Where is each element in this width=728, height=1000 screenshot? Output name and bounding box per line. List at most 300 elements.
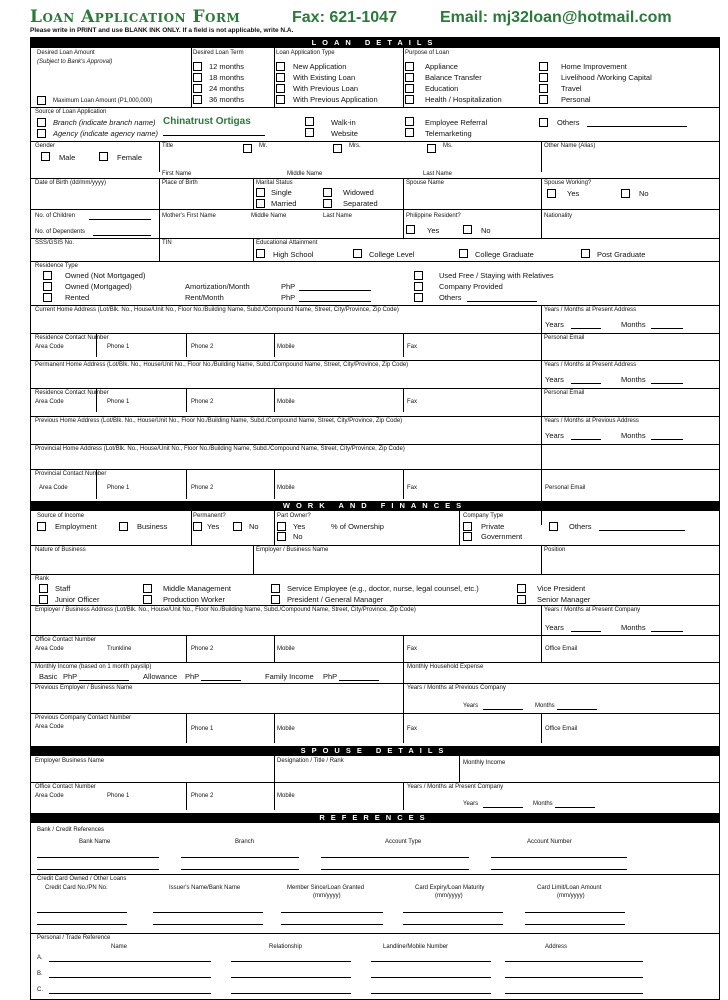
fill-in-line[interactable] xyxy=(491,869,627,870)
edu-highschool-label: High School xyxy=(273,250,314,259)
divider-line xyxy=(31,635,719,636)
fill-in-line[interactable] xyxy=(651,439,683,440)
max-amount-checkbox[interactable] xyxy=(37,96,46,105)
months-label-4: Months xyxy=(621,623,646,632)
fill-in-line[interactable] xyxy=(281,924,383,925)
fill-in-line[interactable] xyxy=(571,328,601,329)
res-company-checkbox[interactable] xyxy=(414,282,423,291)
fill-in-line[interactable] xyxy=(49,961,211,962)
rank-middle-label: Middle Management xyxy=(163,584,231,593)
fill-in-line[interactable] xyxy=(321,869,469,870)
years-present-label-2: Years / Months at Present Address xyxy=(544,362,637,368)
personal-email-label-3: Personal Email xyxy=(545,485,586,491)
rent-php-label: PhP xyxy=(281,293,296,302)
branch-name-value[interactable]: Chinatrust Ortigas xyxy=(163,116,251,127)
divider-line xyxy=(274,388,275,412)
sss-label: SSS/GSIS No. xyxy=(35,240,75,246)
edu-post-grad-label: Post Graduate xyxy=(597,250,646,259)
resident-yes-checkbox[interactable] xyxy=(406,225,415,234)
spouse-designation-label: Designation / Title / Rank xyxy=(277,758,344,764)
ref-phone-col: Landline/Mobile Number xyxy=(383,944,449,950)
personal-email-label-1: Personal Email xyxy=(544,335,585,341)
divider-line xyxy=(186,713,187,743)
fill-in-line[interactable] xyxy=(49,977,211,978)
divider-line xyxy=(191,511,192,545)
fill-in-line[interactable] xyxy=(599,530,685,531)
permanent-label: Permanent? xyxy=(193,513,226,519)
fill-in-line[interactable] xyxy=(525,924,625,925)
title-ms-checkbox[interactable] xyxy=(427,144,436,153)
divider-line xyxy=(159,178,160,209)
part-owner-label: Part Owner? xyxy=(277,513,311,519)
mother-name-label: Mother's First Name xyxy=(162,213,216,219)
fill-in-line[interactable] xyxy=(371,993,491,994)
family-php-label: PhP xyxy=(323,672,338,681)
rent-label: Rent/Month xyxy=(185,293,224,302)
type-previous-app-label: With Previous Application xyxy=(293,95,378,104)
type-new-label: New Application xyxy=(293,62,347,71)
divider-line xyxy=(274,782,275,810)
rank-senior-checkbox[interactable] xyxy=(517,595,526,604)
purpose-home-label: Home Improvement xyxy=(561,62,627,71)
dob-label: Date of Birth (dd/mm/yyyy) xyxy=(35,180,107,186)
divider-line xyxy=(403,782,404,810)
title-mr-checkbox[interactable] xyxy=(243,144,252,153)
ref-relationship-col: Relationship xyxy=(269,944,303,950)
fill-in-line[interactable] xyxy=(231,993,351,994)
purpose-home-checkbox[interactable] xyxy=(539,62,548,71)
permanent-yes-label: Yes xyxy=(207,522,220,531)
dependents-label: No. of Dependents xyxy=(35,229,86,235)
type-previous-loan-checkbox[interactable] xyxy=(276,84,285,93)
rank-staff-checkbox[interactable] xyxy=(39,584,48,593)
purpose-appliance-checkbox[interactable] xyxy=(405,62,414,71)
title-mrs-label: Mrs. xyxy=(349,143,361,149)
purpose-travel-checkbox[interactable] xyxy=(539,84,548,93)
divider-line xyxy=(31,360,719,361)
months-label-3: Months xyxy=(621,431,646,440)
type-existing-checkbox[interactable] xyxy=(276,73,285,82)
rank-middle-checkbox[interactable] xyxy=(143,584,152,593)
member-since-col: Member Since/Loan Granted xyxy=(287,885,365,891)
owner-yes-label: Yes xyxy=(293,522,306,531)
fill-in-line[interactable] xyxy=(483,807,523,808)
last-name-label: Last Name xyxy=(423,171,453,177)
ref-row-c: C. xyxy=(37,987,43,993)
mobile-label-3: Mobile xyxy=(277,485,295,491)
res-used-free-label: Used Free / Staying with Relatives xyxy=(439,271,554,280)
purpose-education-checkbox[interactable] xyxy=(405,84,414,93)
company-others-checkbox[interactable] xyxy=(549,522,558,531)
divider-line xyxy=(274,469,275,499)
term-12-label: 12 months xyxy=(209,62,245,71)
phone1-label-1: Phone 1 xyxy=(107,344,130,350)
divider-line xyxy=(186,635,187,662)
marital-label: Marital Status xyxy=(256,180,293,186)
purpose-livelihood-checkbox[interactable] xyxy=(539,73,548,82)
spouse-employer-label: Employer Business Name xyxy=(35,758,105,764)
ref-row-b: B. xyxy=(37,971,43,977)
spouse-working-yes-checkbox[interactable] xyxy=(547,189,556,198)
other-name-label: Other Name (Alias) xyxy=(544,143,596,149)
fill-in-line[interactable] xyxy=(467,301,537,302)
monthly-income-label: Monthly Income (based on 1 month payslip) xyxy=(35,664,152,670)
mobile-label-2: Mobile xyxy=(277,399,295,405)
fill-in-line[interactable] xyxy=(571,383,601,384)
spouse-office-contact-label: Office Contact Number xyxy=(35,784,96,790)
rank-senior-label: Senior Manager xyxy=(537,595,591,604)
permanent-no-checkbox[interactable] xyxy=(233,522,242,531)
source-others-checkbox[interactable] xyxy=(539,118,548,127)
fill-in-line[interactable] xyxy=(587,126,687,127)
source-website-checkbox[interactable] xyxy=(305,128,314,137)
source-income-label: Source of Income xyxy=(37,513,85,519)
resident-no-checkbox[interactable] xyxy=(463,225,472,234)
source-agency-checkbox[interactable] xyxy=(37,129,46,138)
owner-yes-checkbox[interactable] xyxy=(277,522,286,531)
nationality-label: Nationality xyxy=(544,213,573,219)
edu-post-grad-checkbox[interactable] xyxy=(581,249,590,258)
card-limit-format: (mm/yyyy) xyxy=(557,893,585,899)
divider-line xyxy=(31,261,719,262)
prev-employer-label: Previous Employer / Business Name xyxy=(35,685,133,691)
owner-no-label: No xyxy=(293,532,303,541)
cc-label: Credit Card Owned / Other Loans xyxy=(37,876,127,882)
source-referral-checkbox[interactable] xyxy=(405,117,414,126)
fill-in-line[interactable] xyxy=(181,857,299,858)
purpose-balance-checkbox[interactable] xyxy=(405,73,414,82)
fill-in-line[interactable] xyxy=(231,961,351,962)
fill-in-line[interactable] xyxy=(93,235,151,236)
resident-yes-label: Yes xyxy=(427,226,440,235)
fill-in-line[interactable] xyxy=(37,912,127,913)
rank-label: Rank xyxy=(35,576,50,582)
fax-label-3: Fax xyxy=(407,485,418,491)
rank-president-checkbox[interactable] xyxy=(271,595,280,604)
res-contact-label: Residence Contact Number xyxy=(35,335,109,341)
source-branch-checkbox[interactable] xyxy=(37,118,46,127)
marital-separated-checkbox[interactable] xyxy=(323,199,332,208)
tin-label: TIN xyxy=(162,240,172,246)
prov-contact-label: Provincial Contact Number xyxy=(35,471,107,477)
desired-amount-label: Desired Loan Amount xyxy=(37,50,95,56)
marital-widowed-checkbox[interactable] xyxy=(323,188,332,197)
divider-line xyxy=(31,874,719,875)
divider-line xyxy=(253,178,254,209)
purpose-health-checkbox[interactable] xyxy=(405,95,414,104)
branch-col: Branch xyxy=(235,839,255,845)
fill-in-line[interactable] xyxy=(371,961,491,962)
fill-in-line[interactable] xyxy=(557,709,597,710)
divider-line xyxy=(541,178,542,238)
form-frame xyxy=(30,37,720,1000)
provincial-address-label: Provincial Home Address (Lot/Blk. No., House/Unit No., Floor No./Building Name, Subd./Compound Name, Street, City/Province, Zip Code) xyxy=(35,446,405,452)
term-18-checkbox[interactable] xyxy=(193,73,202,82)
phone1-label-2: Phone 1 xyxy=(107,399,130,405)
owner-no-checkbox[interactable] xyxy=(277,532,286,541)
member-since-format: (mm/yyyy) xyxy=(313,893,341,899)
mother-last-label: Last Name xyxy=(323,213,353,219)
type-new-checkbox[interactable] xyxy=(276,62,285,71)
fill-in-line[interactable] xyxy=(181,869,299,870)
resident-no-label: No xyxy=(481,226,491,235)
phone1-label-5: Phone 1 xyxy=(191,726,214,732)
fill-in-line[interactable] xyxy=(525,912,625,913)
fill-in-line[interactable] xyxy=(299,301,371,302)
divider-line xyxy=(31,333,719,334)
fill-in-line[interactable] xyxy=(299,290,371,291)
subject-approval-label: (Subject to Bank's Approval) xyxy=(37,59,113,65)
fill-in-line[interactable] xyxy=(321,857,469,858)
divider-line xyxy=(403,178,404,238)
divider-line xyxy=(31,545,719,546)
loan-type-label: Loan Application Type xyxy=(276,50,335,56)
fill-in-line[interactable] xyxy=(153,924,263,925)
children-label: No. of Children xyxy=(35,213,76,219)
divider-line xyxy=(403,48,404,107)
office-email-label-2: Office Email xyxy=(545,726,578,732)
fill-in-line[interactable] xyxy=(89,219,151,220)
section-references: REFERENCES xyxy=(31,813,719,823)
divider-line xyxy=(31,933,719,934)
source-referral-label: Employee Referral xyxy=(425,118,488,127)
divider-line xyxy=(191,48,192,107)
divider-line xyxy=(31,683,719,684)
res-company-label: Company Provided xyxy=(439,282,503,291)
fill-in-line[interactable] xyxy=(505,993,643,994)
source-label: Source of Loan Application xyxy=(35,109,107,115)
phone2-label-6: Phone 2 xyxy=(191,793,214,799)
prev-contact-label: Previous Company Contact Number xyxy=(35,715,132,721)
fill-in-line[interactable] xyxy=(491,857,627,858)
section-spouse: SPOUSE DETAILS xyxy=(31,746,719,756)
divider-line xyxy=(31,141,719,142)
marital-married-label: Married xyxy=(271,199,297,208)
loan-term-label: Desired Loan Term xyxy=(193,50,244,56)
divider-line xyxy=(403,683,404,713)
rank-vp-checkbox[interactable] xyxy=(517,584,526,593)
fill-in-line[interactable] xyxy=(371,977,491,978)
nature-business-label: Nature of Business xyxy=(35,547,86,553)
divider-line xyxy=(253,238,254,261)
fill-in-line[interactable] xyxy=(403,924,503,925)
divider-line xyxy=(31,416,719,417)
divider-line xyxy=(403,388,404,412)
spouse-working-no-checkbox[interactable] xyxy=(621,189,630,198)
rank-junior-label: Junior Officer xyxy=(55,595,100,604)
divider-line xyxy=(541,545,542,574)
fill-in-line[interactable] xyxy=(505,961,643,962)
purpose-personal-checkbox[interactable] xyxy=(539,95,548,104)
income-business-label: Business xyxy=(137,522,168,531)
expiry-col: Card Expiry/Loan Maturity xyxy=(415,885,485,891)
divider-line xyxy=(274,511,275,545)
education-label: Educational Attainment xyxy=(256,240,318,246)
res-owned-m-label: Owned (Mortgaged) xyxy=(65,282,132,291)
permanent-yes-checkbox[interactable] xyxy=(193,522,202,531)
spouse-name-label: Spouse Name xyxy=(406,180,445,186)
marital-single-checkbox[interactable] xyxy=(256,188,265,197)
res-owned-nm-checkbox[interactable] xyxy=(43,271,52,280)
fill-in-line[interactable] xyxy=(505,977,643,978)
ph-resident-label: Philippine Resident? xyxy=(406,213,461,219)
gender-male-label: Male xyxy=(59,153,76,162)
source-website-label: Website xyxy=(331,129,358,138)
area-code-label-5: Area Code xyxy=(35,724,64,730)
fill-in-line[interactable] xyxy=(281,912,383,913)
area-code-label-3: Area Code xyxy=(39,485,68,491)
divider-line xyxy=(159,238,160,261)
divider-line xyxy=(31,388,719,389)
marital-single-label: Single xyxy=(271,188,292,197)
area-code-label-6: Area Code xyxy=(35,793,64,799)
term-36-checkbox[interactable] xyxy=(193,95,202,104)
expiry-format: (mm/yyyy) xyxy=(435,893,463,899)
years-present-label: Years / Months at Present Address xyxy=(544,307,637,313)
previous-address-label: Previous Home Address (Lot/Blk. No., House/Unit No., Floor No./Building Name, Subd./Compound Name, Street, City/Province, Zip Code) xyxy=(35,418,403,424)
res-owned-m-checkbox[interactable] xyxy=(43,282,52,291)
fill-in-line[interactable] xyxy=(403,912,503,913)
income-employment-checkbox[interactable] xyxy=(37,522,46,531)
res-rented-checkbox[interactable] xyxy=(43,293,52,302)
divider-line xyxy=(31,605,719,606)
edu-college-level-checkbox[interactable] xyxy=(353,249,362,258)
fax-label-4: Fax xyxy=(407,646,418,652)
divider-line xyxy=(31,662,719,663)
phone2-label-2: Phone 2 xyxy=(191,399,214,405)
fill-in-line[interactable] xyxy=(79,680,129,681)
fill-in-line[interactable] xyxy=(651,328,683,329)
divider-line xyxy=(186,388,187,412)
source-walkin-checkbox[interactable] xyxy=(305,117,314,126)
fill-in-line[interactable] xyxy=(571,439,601,440)
divider-line xyxy=(186,333,187,357)
title-mrs-checkbox[interactable] xyxy=(333,144,342,153)
first-name-label: First Name xyxy=(162,171,192,177)
years-label-3: Years xyxy=(545,431,564,440)
marital-married-checkbox[interactable] xyxy=(256,199,265,208)
fill-in-line[interactable] xyxy=(651,383,683,384)
years-label-6: Years xyxy=(463,801,479,807)
basic-php-label: PhP xyxy=(63,672,78,681)
company-govt-checkbox[interactable] xyxy=(463,532,472,541)
area-code-label-4: Area Code xyxy=(35,646,64,652)
type-existing-label: With Existing Loan xyxy=(293,73,356,82)
months-label-5: Months xyxy=(535,703,555,709)
ref-row-a: A. xyxy=(37,955,43,961)
trunkline-label: Trunkline xyxy=(107,646,132,652)
rank-junior-checkbox[interactable] xyxy=(39,595,48,604)
rank-vp-label: Vice President xyxy=(537,584,586,593)
phone2-label-4: Phone 2 xyxy=(191,646,214,652)
fax-label-1: Fax xyxy=(407,344,418,350)
divider-line xyxy=(403,662,404,683)
fill-in-line[interactable] xyxy=(231,977,351,978)
fax-label-2: Fax xyxy=(407,399,418,405)
position-label: Position xyxy=(544,547,566,553)
fill-in-line[interactable] xyxy=(37,857,159,858)
income-employment-label: Employment xyxy=(55,522,97,531)
res-others-label: Others xyxy=(439,293,462,302)
edu-college-grad-checkbox[interactable] xyxy=(459,249,468,258)
source-others-label: Others xyxy=(557,118,580,127)
fill-in-line[interactable] xyxy=(339,680,379,681)
purpose-travel-label: Travel xyxy=(561,84,582,93)
res-owned-nm-label: Owned (Not Mortgaged) xyxy=(65,271,146,280)
divider-line xyxy=(541,605,542,635)
rank-production-label: Production Worker xyxy=(163,595,225,604)
months-label-2: Months xyxy=(621,375,646,384)
permanent-address-label: Permanent Home Address (Lot/Blk. No., House/Unit No., Floor No./Building Name, Subd./Compound Name, Street, City/Province, Zip Code) xyxy=(35,362,409,368)
ref-name-col: Name xyxy=(111,944,128,950)
company-govt-label: Government xyxy=(481,532,523,541)
email-address: Email: mj32loan@hotmail.com xyxy=(440,9,672,26)
fill-in-line[interactable] xyxy=(483,709,523,710)
residence-type-label: Residence Type xyxy=(35,263,78,269)
rank-service-label: Service Employee (e.g., doctor, nurse, legal counsel, etc.) xyxy=(287,584,479,593)
spouse-working-no-label: No xyxy=(639,189,649,198)
marital-widowed-label: Widowed xyxy=(343,188,374,197)
divider-line xyxy=(274,48,275,107)
income-business-checkbox[interactable] xyxy=(119,522,128,531)
edu-highschool-checkbox[interactable] xyxy=(256,249,265,258)
divider-line xyxy=(541,141,542,172)
max-amount-label: Maximum Loan Amount (P1,000,000) xyxy=(53,98,153,104)
purpose-label: Purpose of Loan xyxy=(405,50,450,56)
gender-male-checkbox[interactable] xyxy=(41,152,50,161)
company-private-checkbox[interactable] xyxy=(463,522,472,531)
fill-in-line[interactable] xyxy=(37,924,127,925)
term-24-checkbox[interactable] xyxy=(193,84,202,93)
allowance-php-label: PhP xyxy=(185,672,200,681)
spouse-working-label: Spouse Working? xyxy=(544,180,592,186)
fill-in-line[interactable] xyxy=(651,631,683,632)
company-private-label: Private xyxy=(481,522,505,531)
title-ms-label: Ms. xyxy=(443,143,453,149)
res-others-checkbox[interactable] xyxy=(414,293,423,302)
fill-in-line[interactable] xyxy=(555,807,595,808)
mobile-label-4: Mobile xyxy=(277,646,295,652)
instructions: Please write in PRINT and use BLANK INK ONLY. If a field is not applicable, write N.A. xyxy=(30,27,294,34)
rank-service-checkbox[interactable] xyxy=(271,584,280,593)
fill-in-line[interactable] xyxy=(201,680,241,681)
spouse-years-label: Years / Months at Present Company xyxy=(407,784,504,790)
source-telemarketing-checkbox[interactable] xyxy=(405,128,414,137)
fill-in-line[interactable] xyxy=(37,869,159,870)
rank-production-checkbox[interactable] xyxy=(143,595,152,604)
divider-line xyxy=(459,756,460,782)
purpose-livelihood-label: Livelihood /Working Capital xyxy=(561,73,652,82)
fill-in-line[interactable] xyxy=(571,631,601,632)
fill-in-line[interactable] xyxy=(49,993,211,994)
gender-female-checkbox[interactable] xyxy=(99,152,108,161)
amortization-label: Amortization/Month xyxy=(185,282,250,291)
spouse-working-yes-label: Yes xyxy=(567,189,580,198)
fill-in-line[interactable] xyxy=(153,912,263,913)
phone1-label-6: Phone 1 xyxy=(107,793,130,799)
fax-number: Fax: 621-1047 xyxy=(292,9,397,26)
pob-label: Place of Birth xyxy=(162,180,198,186)
mobile-label-5: Mobile xyxy=(277,726,295,732)
fill-in-line[interactable] xyxy=(163,135,265,136)
issuer-col: Issuer's Name/Bank Name xyxy=(169,885,241,891)
term-12-checkbox[interactable] xyxy=(193,62,202,71)
company-type-label: Company Type xyxy=(463,513,504,519)
res-used-free-checkbox[interactable] xyxy=(414,271,423,280)
term-36-label: 36 months xyxy=(209,95,245,104)
phone2-label-3: Phone 2 xyxy=(191,485,214,491)
type-previous-app-checkbox[interactable] xyxy=(276,95,285,104)
